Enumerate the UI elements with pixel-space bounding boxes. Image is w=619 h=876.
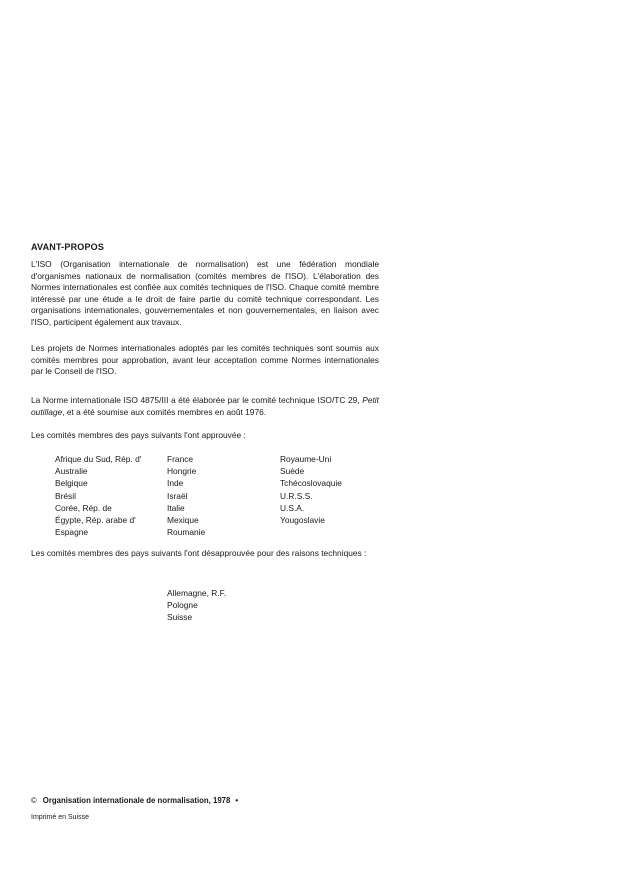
country-item: Tchécoslovaquie [280, 478, 342, 489]
country-item: Suède [280, 466, 305, 477]
country-item: France [167, 454, 194, 464]
section-heading: AVANT-PROPOS [31, 242, 105, 252]
country-item: Espagne [55, 527, 89, 538]
country-item: Israël [167, 490, 188, 501]
paragraph-draft-standards: Les projets de Normes internationales adoptés par les comités techniques sont soumis aux comités membres pour approbation, avant leur acceptation comme Normes internationales par le Conseil de l'ISO. [31, 343, 379, 377]
copyright-symbol: © [31, 796, 37, 805]
country-item: Brésil [55, 490, 76, 501]
country-item: U.R.S.S. [280, 490, 313, 501]
standard-text-before: La Norme internationale ISO 4875/III a été élaborée par le comité technique ISO/TC 29, [31, 395, 363, 405]
country-item: Yougoslavie [280, 515, 325, 526]
country-item: Belgique [55, 478, 88, 489]
copyright-line [31, 796, 238, 805]
country-item: Égypte, Rép. arabe d' [55, 515, 136, 526]
printed-in: Imprimé en Suisse [31, 814, 89, 821]
country-item: Mexique [167, 515, 199, 526]
standard-text-after: , et a été soumise aux comités membres en août 1976. [62, 406, 267, 417]
country-item: Pologne [167, 600, 198, 611]
country-item: Allemagne, R.F. [167, 588, 227, 598]
paragraph-iso-intro: L'ISO (Organisation internationale de normalisation) est une fédération mondiale d'organismes nationaux de normalisation (comités membres de l'ISO). L'élaboration des Normes internationales est confiée aux comités techniques de l'ISO. Chaque comité membre intéressé par une étude a le droit de faire partie du comité technique correspondant. Les organisations internationales, gouvernementales et non gouvernementales, en liaison avec l'ISO, participent également aux travaux. [31, 259, 379, 327]
approved-intro: Les comités membres des pays suivants l'ont approuvée : [31, 430, 246, 440]
country-item: Italie [167, 502, 185, 513]
country-item: Corée, Rép. de [55, 502, 112, 513]
country-item: Roumanie [167, 527, 206, 538]
approved-countries-column-1 [55, 453, 141, 538]
approved-countries-column-3 [280, 453, 342, 526]
country-item: Afrique du Sud, Rép. d' [55, 454, 142, 464]
paragraph-standard-info [31, 395, 379, 418]
standard-title: Petit outillage [31, 395, 379, 417]
country-item: Suisse [167, 612, 193, 623]
disapproved-intro: Les comités membres des pays suivants l'ont désapprouvée pour des raisons techniques : [31, 548, 367, 558]
country-item: Royaume-Uni [280, 454, 332, 464]
approved-countries-column-2 [167, 453, 205, 538]
copyright-text: Organisation internationale de normalisation, 1978 [42, 796, 231, 805]
disapproved-countries [167, 587, 226, 624]
bullet-icon: • [235, 796, 239, 805]
country-item: Inde [167, 478, 184, 489]
country-item: U.S.A. [280, 502, 305, 513]
country-item: Hongrie [167, 466, 197, 477]
country-item: Australie [55, 466, 88, 477]
